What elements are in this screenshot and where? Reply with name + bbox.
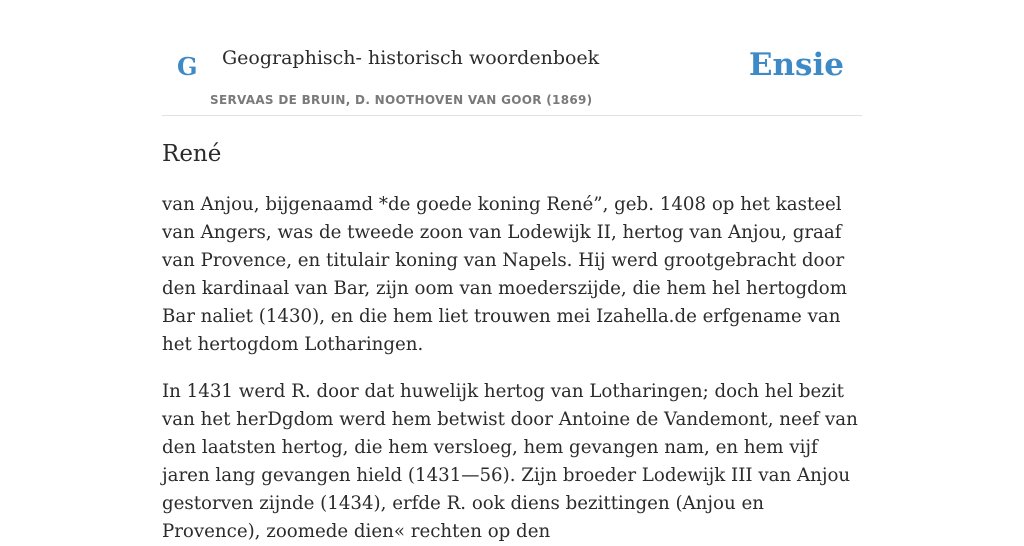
entry-paragraph: van Anjou, bijgenaamd *de goede koning René”, geb. 1408 op het kasteel van Angers, was de tweede zoon van Lodewijk II, hertog van Anjou, graaf van Provence, en titulair koning van Napels. Hij werd grootgebracht door den kardinaal van Bar, zijn oom van moederszijde, die hem hel hertogdom Bar naliet (1430), en die hem liet trouwen mei Izahella.de erfgename van het hertogdom Lotharingen. (162, 193, 847, 355)
book-author: SERVAAS DE BRUIN, D. NOOTHOVEN VAN GOOR (1869) (210, 93, 593, 107)
entry-paragraph: In 1431 werd R. door dat huwelijk hertog van Lotharingen; doch hel bezit van het herDgdom werd hem betwist door Antoine de Vandemont, neef van den laatsten hertog, die hem versloeg, hem gevangen nam, en hem vijf jaren lang gevangen hield (1431—56). Zijn broeder Lodewijk III van Anjou gestorven zijnde (1434), erfde R. ook diens bezittingen (Anjou en Provence), zoomede dien« rechten op den (162, 380, 858, 542)
book-logo[interactable]: G (177, 52, 198, 81)
entry-body (162, 191, 862, 546)
header (162, 0, 862, 116)
book-title[interactable]: Geographisch- historisch woordenboek (222, 47, 600, 69)
page (162, 0, 862, 546)
entry-title: René (162, 141, 222, 167)
ensie-logo[interactable]: Ensie (748, 47, 844, 83)
